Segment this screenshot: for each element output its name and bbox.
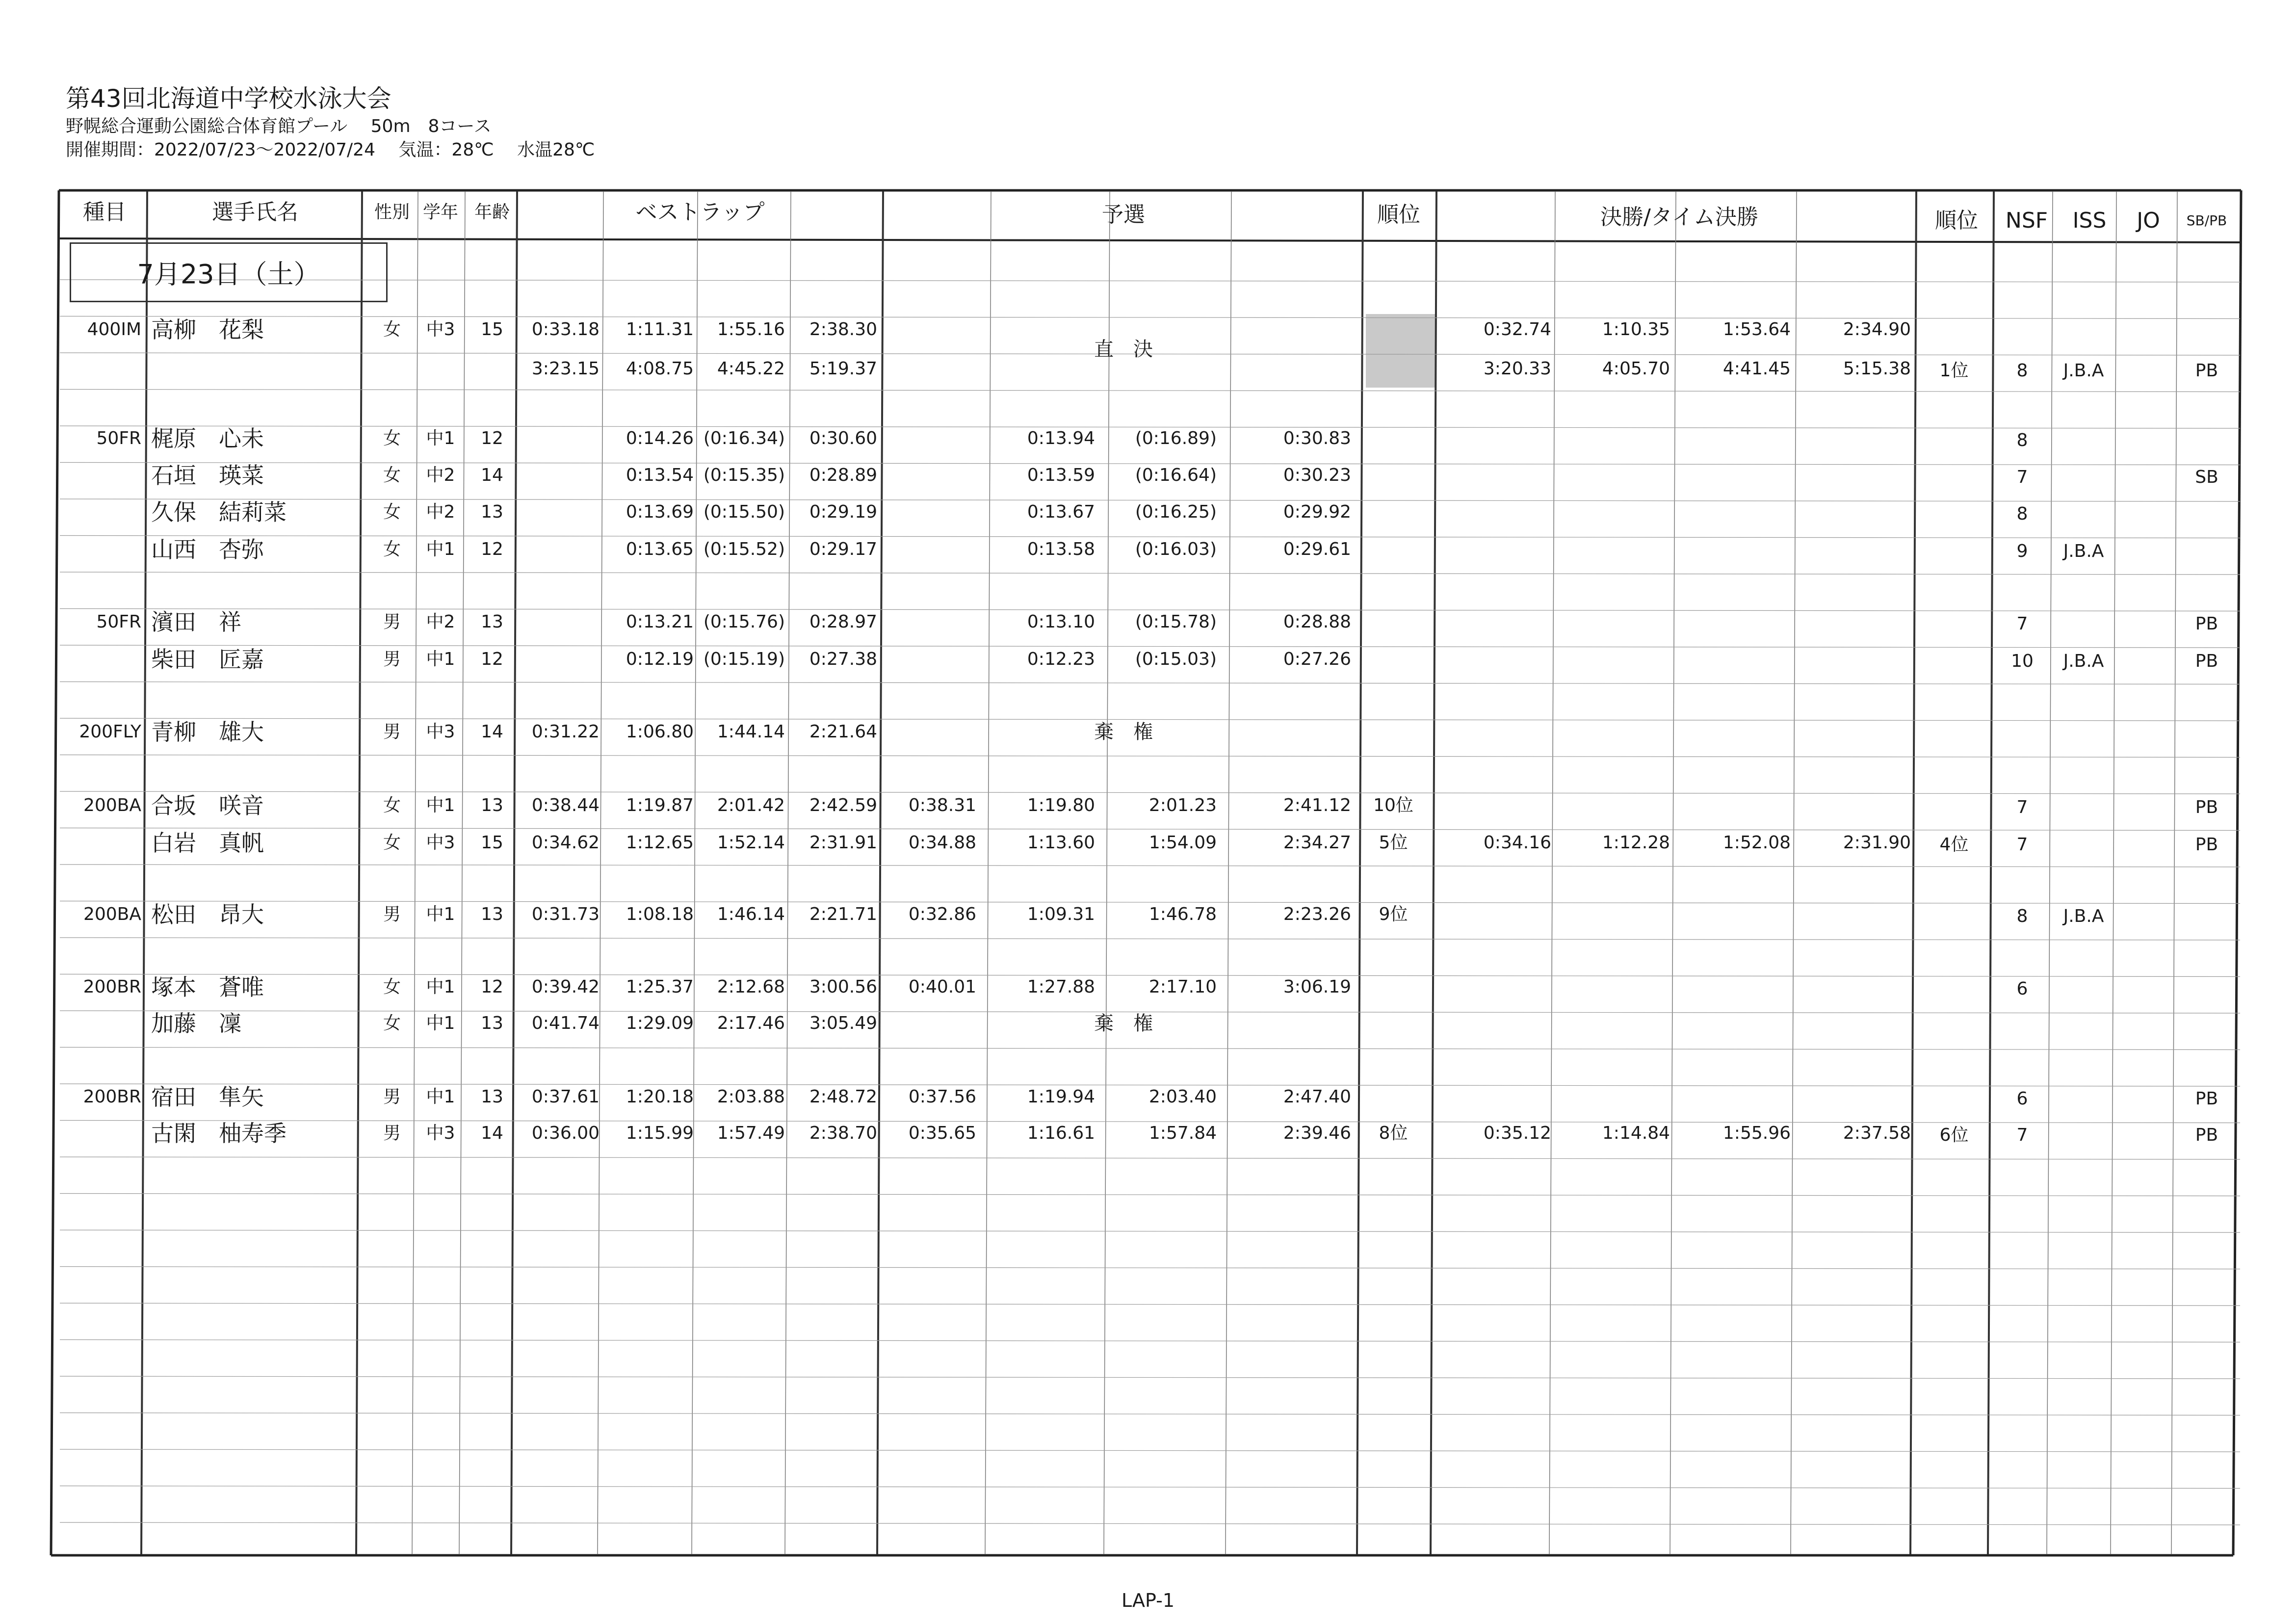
- best-lap-split: (0:15.52): [703, 539, 785, 559]
- row-separator: [60, 1230, 2240, 1232]
- column-separator: [1226, 191, 1231, 1554]
- swimmer-name: 高柳 花梨: [151, 316, 264, 343]
- best-lap-split: 0:13.54: [626, 465, 694, 485]
- prelim-split: 2:47.40: [1283, 1087, 1351, 1107]
- best-lap-split: 1:52.14: [717, 833, 785, 853]
- final-rank: 4位: [1939, 835, 1969, 855]
- column-separator: [412, 191, 418, 1554]
- swimmer-name: 久保 結莉菜: [151, 499, 287, 525]
- sbpb-cell: PB: [2195, 797, 2218, 817]
- final-rank: 6位: [1939, 1125, 1969, 1145]
- prelim-split: 0:34.88: [908, 833, 976, 853]
- col-header-final-rank: 順位: [1935, 208, 1978, 233]
- iss-cell: J.B.A: [2063, 541, 2104, 561]
- column-separator: [2047, 191, 2053, 1554]
- swimmer-name: 柴田 匠嘉: [151, 646, 264, 673]
- prelim-split: 0:13.59: [1027, 465, 1095, 485]
- sex-cell: 女: [383, 539, 401, 559]
- event-code: 50FR: [96, 428, 141, 448]
- best-lap-split: (0:15.35): [703, 465, 785, 485]
- age-cell: 14: [481, 465, 503, 485]
- final-split: 0:34.16: [1483, 833, 1551, 853]
- best-lap-split: 0:13.65: [626, 539, 694, 559]
- page-footer: LAP-1: [1121, 1590, 1175, 1611]
- prelim-split: 0:13.94: [1027, 428, 1095, 448]
- group-separator: [356, 191, 362, 1554]
- best-lap-split: 2:01.42: [717, 795, 785, 815]
- col-header-sbpb: SB/PB: [2186, 212, 2227, 229]
- sbpb-cell: PB: [2195, 614, 2218, 634]
- swimmer-name: 梶原 心未: [151, 425, 264, 452]
- prelim-split: 0:29.92: [1283, 502, 1351, 522]
- grade-cell: 中2: [426, 612, 455, 632]
- grade-cell: 中1: [426, 428, 455, 448]
- col-header-age: 年齢: [474, 202, 510, 222]
- prelim-split: 0:28.88: [1283, 612, 1351, 632]
- best-lap-split: 0:30.60: [809, 428, 877, 448]
- age-cell: 13: [481, 1087, 503, 1107]
- swimmer-name: 塚本 蒼唯: [151, 974, 264, 1000]
- nsf-cell: 6: [2016, 979, 2028, 999]
- age-cell: 12: [481, 649, 503, 669]
- withdrawal-note: 棄 権: [1094, 1012, 1153, 1035]
- best-lap-split: 0:29.17: [809, 539, 877, 559]
- col-header-event: 種目: [83, 200, 126, 225]
- group-separator: [1431, 191, 1436, 1554]
- prelim-split: 1:19.80: [1027, 795, 1095, 815]
- row-separator: [60, 1267, 2240, 1269]
- swimmer-name: 松田 昂大: [151, 901, 264, 928]
- prelim-split: 2:23.26: [1283, 904, 1351, 924]
- sex-cell: 女: [383, 428, 401, 448]
- withdrawal-note: 棄 権: [1094, 721, 1153, 743]
- prelim-split: 0:27.26: [1283, 649, 1351, 669]
- sex-cell: 女: [383, 1013, 401, 1033]
- prelim-split: 0:13.58: [1027, 539, 1095, 559]
- sbpb-cell: PB: [2195, 835, 2218, 855]
- column-separator: [2171, 191, 2177, 1554]
- sbpb-cell: SB: [2195, 467, 2218, 487]
- sex-cell: 男: [383, 649, 401, 669]
- best-lap-split: 0:34.62: [531, 833, 600, 853]
- best-lap-split: 1:44.14: [717, 722, 785, 742]
- nsf-cell: 6: [2016, 1089, 2028, 1109]
- group-separator: [877, 191, 883, 1554]
- age-cell: 13: [481, 1013, 503, 1033]
- event-code: 200FLY: [79, 722, 141, 742]
- age-cell: 15: [481, 833, 503, 853]
- best-lap-split: 1:15.99: [626, 1123, 694, 1143]
- sbpb-cell: PB: [2195, 1125, 2218, 1145]
- row-separator: [60, 463, 2240, 465]
- best-lap-split: 0:33.18: [531, 319, 600, 340]
- prelim-split: 1:54.09: [1148, 833, 1217, 853]
- nsf-cell: 10: [2011, 651, 2034, 671]
- best-lap-split: 1:08.18: [626, 904, 694, 924]
- final-split: 4:41.45: [1722, 359, 1791, 379]
- column-separator: [2111, 191, 2116, 1554]
- age-cell: 12: [481, 428, 503, 448]
- nsf-cell: 7: [2016, 614, 2028, 634]
- best-lap-split: 2:38.70: [809, 1123, 877, 1143]
- prelim-split: 0:13.67: [1027, 502, 1095, 522]
- best-lap-split: 1:46.14: [717, 904, 785, 924]
- age-cell: 13: [481, 502, 503, 522]
- header-rule: [60, 238, 2240, 242]
- best-lap-split: 0:38.44: [531, 795, 600, 815]
- meet-title: 第43回北海道中学校水泳大会: [66, 84, 391, 113]
- group-separator: [511, 191, 517, 1554]
- best-lap-split: 2:38.30: [809, 319, 877, 340]
- row-separator: [60, 1486, 2240, 1489]
- prelim-split: 1:27.88: [1027, 977, 1095, 997]
- prelim-split: 0:32.86: [908, 904, 976, 924]
- final-split: 0:35.12: [1483, 1123, 1551, 1143]
- best-lap-split: 0:28.89: [809, 465, 877, 485]
- col-header-name: 選手氏名: [212, 200, 298, 225]
- prelim-split: 2:03.40: [1148, 1087, 1217, 1107]
- sex-cell: 男: [383, 722, 401, 742]
- row-separator: [60, 499, 2240, 501]
- age-cell: 13: [481, 612, 503, 632]
- swimmer-name: 山西 杏弥: [151, 536, 264, 563]
- row-separator: [60, 536, 2240, 538]
- column-separator: [598, 191, 603, 1554]
- event-code: 200BR: [83, 977, 141, 997]
- group-separator: [141, 191, 147, 1554]
- best-lap-split: 4:08.75: [626, 359, 694, 379]
- best-lap-split: 0:37.61: [531, 1087, 600, 1107]
- age-cell: 15: [481, 319, 503, 340]
- swimmer-name: 宿田 隼矢: [151, 1084, 264, 1110]
- grade-cell: 中3: [426, 833, 455, 853]
- row-separator: [60, 316, 2240, 319]
- final-split: 1:55.96: [1722, 1123, 1791, 1143]
- prelim-split: 1:13.60: [1027, 833, 1095, 853]
- best-lap-split: 0:31.73: [531, 904, 600, 924]
- prelim-split: 0:35.65: [908, 1123, 976, 1143]
- best-lap-split: 1:55.16: [717, 319, 785, 340]
- best-lap-split: 2:17.46: [717, 1013, 785, 1033]
- col-header-prelim: 予選: [1102, 202, 1145, 227]
- best-lap-split: 1:29.09: [626, 1013, 694, 1033]
- grade-cell: 中3: [426, 1123, 455, 1143]
- final-split: 2:31.90: [1843, 833, 1911, 853]
- best-lap-split: 3:23.15: [531, 359, 600, 379]
- grade-cell: 中1: [426, 977, 455, 997]
- final-rank: 1位: [1939, 361, 1969, 381]
- event-code: 200BA: [83, 904, 141, 924]
- col-header-sex: 性別: [374, 202, 410, 222]
- grade-cell: 中3: [426, 722, 455, 742]
- grade-cell: 中3: [426, 319, 455, 340]
- row-separator: [60, 390, 2240, 392]
- column-separator: [785, 191, 791, 1554]
- swimmer-name: 濱田 祥: [151, 609, 241, 635]
- grade-cell: 中1: [426, 795, 455, 815]
- date-label: 7月23日（土）: [137, 259, 320, 290]
- best-lap-split: 1:06.80: [626, 722, 694, 742]
- final-split: 1:52.08: [1722, 833, 1791, 853]
- sex-cell: 男: [383, 904, 401, 924]
- best-lap-split: 2:03.88: [717, 1087, 785, 1107]
- prelim-split: 0:40.01: [908, 977, 976, 997]
- direct-final-note: 直 決: [1094, 338, 1153, 361]
- swimmer-name: 加藤 凜: [151, 1010, 241, 1037]
- prelim-split: 0:13.10: [1027, 612, 1095, 632]
- prelim-split: 1:57.84: [1148, 1123, 1217, 1143]
- best-lap-split: 1:25.37: [626, 977, 694, 997]
- sex-cell: 男: [383, 612, 401, 632]
- grade-cell: 中1: [426, 1013, 455, 1033]
- best-lap-split: 2:12.68: [717, 977, 785, 997]
- best-lap-split: 4:45.22: [717, 359, 785, 379]
- sbpb-cell: PB: [2195, 361, 2218, 381]
- prelim-split: (0:16.03): [1135, 539, 1217, 559]
- sex-cell: 女: [383, 833, 401, 853]
- prelim-split: 0:30.83: [1283, 428, 1351, 448]
- nsf-cell: 8: [2016, 504, 2028, 524]
- best-lap-split: 0:29.19: [809, 502, 877, 522]
- period-info: 開催期間：2022/07/23～2022/07/24 気温：28℃ 水温28℃: [66, 140, 595, 160]
- column-separator: [692, 191, 698, 1554]
- best-lap-split: 2:42.59: [809, 795, 877, 815]
- grade-cell: 中2: [426, 465, 455, 485]
- event-code: 50FR: [96, 612, 141, 632]
- final-split: 2:34.90: [1843, 319, 1911, 340]
- row-separator: [60, 1340, 2240, 1342]
- row-separator: [60, 609, 2240, 611]
- column-separator: [1670, 191, 1676, 1554]
- column-separator: [1104, 191, 1110, 1554]
- final-split: 5:15.38: [1843, 359, 1911, 379]
- sbpb-cell: PB: [2195, 651, 2218, 671]
- age-cell: 13: [481, 795, 503, 815]
- prelim-split: 0:29.61: [1283, 539, 1351, 559]
- final-split: 2:37.58: [1843, 1123, 1911, 1143]
- sex-cell: 女: [383, 502, 401, 522]
- col-header-grade: 学年: [422, 202, 459, 222]
- group-separator: [1988, 191, 1994, 1554]
- age-cell: 14: [481, 722, 503, 742]
- best-lap-split: 0:12.19: [626, 649, 694, 669]
- sex-cell: 男: [383, 1087, 401, 1107]
- row-separator: [60, 1303, 2240, 1306]
- sex-cell: 女: [383, 795, 401, 815]
- prelim-split: (0:15.03): [1135, 649, 1217, 669]
- final-split: 4:05.70: [1602, 359, 1670, 379]
- prelim-split: 2:41.12: [1283, 795, 1351, 815]
- prelim-split: (0:16.25): [1135, 502, 1217, 522]
- best-lap-split: 3:05.49: [809, 1013, 877, 1033]
- row-separator: [60, 682, 2240, 684]
- age-cell: 14: [481, 1123, 503, 1143]
- age-cell: 13: [481, 904, 503, 924]
- prelim-split: (0:16.89): [1135, 428, 1217, 448]
- grade-cell: 中1: [426, 649, 455, 669]
- prelim-split: (0:15.78): [1135, 612, 1217, 632]
- group-separator: [1357, 191, 1363, 1554]
- column-separator: [1791, 191, 1797, 1554]
- iss-cell: J.B.A: [2063, 651, 2104, 671]
- sex-cell: 女: [383, 977, 401, 997]
- best-lap-split: 2:48.72: [809, 1087, 877, 1107]
- row-separator: [60, 645, 2240, 648]
- event-code: 200BR: [83, 1087, 141, 1107]
- date-box: [70, 242, 388, 302]
- prelim-split: 1:16.61: [1027, 1123, 1095, 1143]
- best-lap-split: 1:12.65: [626, 833, 694, 853]
- grade-cell: 中1: [426, 1087, 455, 1107]
- nsf-cell: 8: [2016, 906, 2028, 926]
- best-lap-split: 0:27.38: [809, 649, 877, 669]
- nsf-cell: 8: [2016, 361, 2028, 381]
- best-lap-split: 0:41.74: [531, 1013, 600, 1033]
- col-header-prelim-rank: 順位: [1377, 202, 1420, 227]
- prelim-split: 0:38.31: [908, 795, 976, 815]
- row-separator: [60, 1449, 2240, 1452]
- nsf-cell: 7: [2016, 1125, 2028, 1145]
- sbpb-cell: PB: [2195, 1089, 2218, 1109]
- nsf-cell: 7: [2016, 835, 2028, 855]
- best-lap-split: (0:15.76): [703, 612, 785, 632]
- best-lap-split: 0:14.26: [626, 428, 694, 448]
- best-lap-split: 1:20.18: [626, 1087, 694, 1107]
- best-lap-split: (0:16.34): [703, 428, 785, 448]
- best-lap-split: 1:11.31: [626, 319, 694, 340]
- final-split: 0:32.74: [1483, 319, 1551, 340]
- row-separator: [60, 572, 2240, 575]
- prelim-split: 1:09.31: [1027, 904, 1095, 924]
- column-separator: [985, 191, 991, 1554]
- final-split: 3:20.33: [1483, 359, 1551, 379]
- grid-border: [51, 190, 59, 1555]
- sex-cell: 女: [383, 319, 401, 340]
- row-separator: [60, 1413, 2240, 1415]
- col-header-jo: JO: [2137, 208, 2160, 233]
- final-split: 1:10.35: [1602, 319, 1670, 340]
- final-split: 1:53.64: [1722, 319, 1791, 340]
- best-lap-split: 0:13.21: [626, 612, 694, 632]
- best-lap-split: 1:19.87: [626, 795, 694, 815]
- best-lap-split: 1:57.49: [717, 1123, 785, 1143]
- best-lap-split: 2:31.91: [809, 833, 877, 853]
- prelim-rank: 8位: [1379, 1123, 1408, 1143]
- swimmer-name: 白岩 真帆: [151, 830, 264, 856]
- best-lap-split: 2:21.64: [809, 722, 877, 742]
- best-lap-split: (0:15.19): [703, 649, 785, 669]
- prelim-split: 2:39.46: [1283, 1123, 1351, 1143]
- best-lap-split: 2:21.71: [809, 904, 877, 924]
- prelim-split: 0:37.56: [908, 1087, 976, 1107]
- best-lap-split: 0:28.97: [809, 612, 877, 632]
- nsf-cell: 9: [2016, 541, 2028, 561]
- column-separator: [459, 191, 465, 1554]
- grade-cell: 中1: [426, 904, 455, 924]
- prelim-split: 1:19.94: [1027, 1087, 1095, 1107]
- best-lap-split: 0:36.00: [531, 1123, 600, 1143]
- swimmer-name: 古閑 柚寿季: [151, 1120, 287, 1147]
- prelim-split: 2:17.10: [1148, 977, 1217, 997]
- nsf-cell: 7: [2016, 467, 2028, 487]
- grade-cell: 中1: [426, 539, 455, 559]
- prelim-split: 2:01.23: [1148, 795, 1217, 815]
- best-lap-split: 0:39.42: [531, 977, 600, 997]
- prelim-split: 0:12.23: [1027, 649, 1095, 669]
- event-code: 200BA: [83, 795, 141, 815]
- column-separator: [1549, 191, 1555, 1554]
- best-lap-split: (0:15.50): [703, 502, 785, 522]
- nsf-cell: 8: [2016, 430, 2028, 450]
- nsf-cell: 7: [2016, 797, 2028, 817]
- row-separator: [60, 1194, 2240, 1196]
- sex-cell: 女: [383, 465, 401, 485]
- age-cell: 12: [481, 977, 503, 997]
- prelim-split: (0:16.64): [1135, 465, 1217, 485]
- final-split: 1:12.28: [1602, 833, 1670, 853]
- swimmer-name: 石垣 瑛菜: [151, 462, 264, 489]
- prelim-rank: 10位: [1373, 795, 1413, 815]
- prelim-rank: 9位: [1379, 904, 1408, 924]
- row-separator: [60, 1522, 2240, 1525]
- best-lap-split: 0:31.22: [531, 722, 600, 742]
- col-header-nsf: NSF: [2005, 208, 2048, 233]
- prelim-split: 0:30.23: [1283, 465, 1351, 485]
- final-split: 1:14.84: [1602, 1123, 1670, 1143]
- sex-cell: 男: [383, 1123, 401, 1143]
- swimmer-name: 合坂 咲音: [151, 792, 264, 819]
- event-code: 400IM: [87, 319, 141, 340]
- best-lap-split: 0:13.69: [626, 502, 694, 522]
- row-separator: [60, 1376, 2240, 1379]
- best-lap-split: 5:19.37: [809, 359, 877, 379]
- age-cell: 12: [481, 539, 503, 559]
- col-header-iss: ISS: [2072, 208, 2107, 233]
- prelim-split: 1:46.78: [1148, 904, 1217, 924]
- prelim-rank: 5位: [1379, 833, 1408, 853]
- venue-info: 野幌総合運動公園総合体育館プール 50m 8コース: [66, 116, 492, 136]
- iss-cell: J.B.A: [2063, 906, 2104, 926]
- col-header-final: 決勝/タイム決勝: [1600, 205, 1758, 230]
- iss-cell: J.B.A: [2063, 361, 2104, 381]
- prelim-split: 3:06.19: [1283, 977, 1351, 997]
- best-lap-split: 3:00.56: [809, 977, 877, 997]
- grid-border: [2233, 190, 2241, 1555]
- prelim-split: 2:34.27: [1283, 833, 1351, 853]
- group-separator: [1910, 191, 1916, 1554]
- col-header-best-lap: ベストラップ: [635, 200, 765, 225]
- swimmer-name: 青柳 雄大: [151, 719, 264, 745]
- grade-cell: 中2: [426, 502, 455, 522]
